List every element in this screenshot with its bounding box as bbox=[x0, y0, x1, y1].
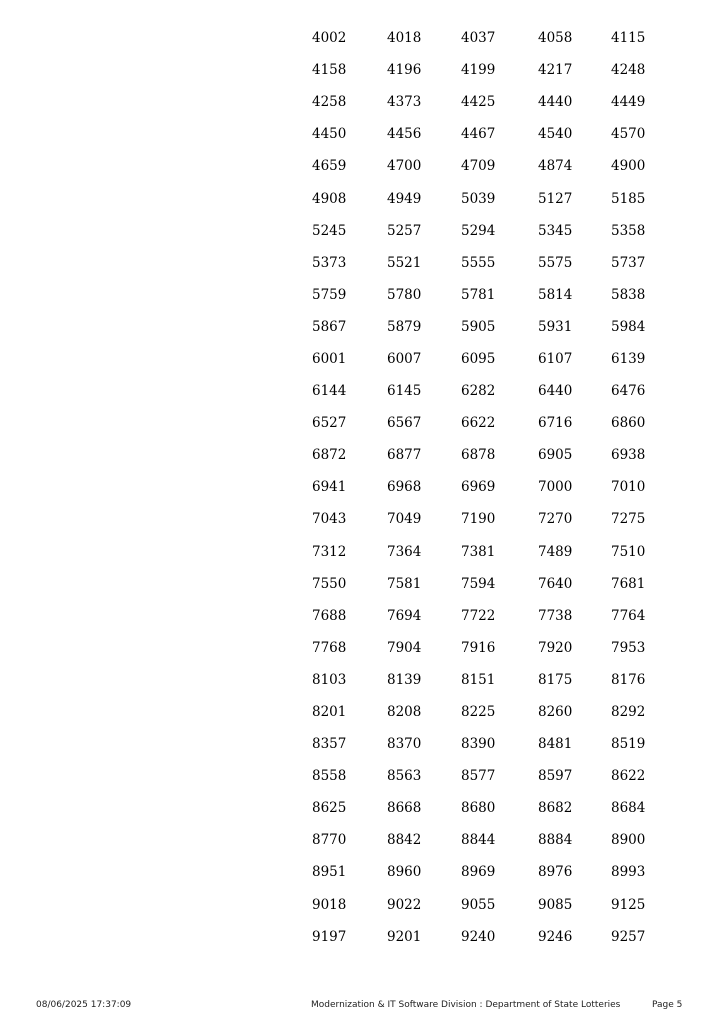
number-cell: 8680 bbox=[461, 800, 496, 817]
number-cell: 7312 bbox=[312, 543, 347, 560]
number-cell: 6938 bbox=[611, 447, 646, 464]
table-row bbox=[300, 696, 671, 728]
number-cell: 9246 bbox=[538, 928, 573, 945]
table-row bbox=[300, 247, 671, 279]
number-cell: 6095 bbox=[461, 350, 496, 367]
number-cell: 6145 bbox=[387, 383, 422, 400]
table-row bbox=[300, 279, 671, 311]
number-cell: 8563 bbox=[387, 768, 422, 785]
number-cell: 7768 bbox=[312, 639, 347, 656]
number-cell: 7764 bbox=[611, 607, 646, 624]
number-cell: 6107 bbox=[538, 350, 573, 367]
number-cell: 4199 bbox=[461, 62, 496, 79]
number-cell: 4949 bbox=[387, 190, 422, 207]
number-cell: 9197 bbox=[312, 928, 347, 945]
number-cell: 6282 bbox=[461, 383, 496, 400]
number-cell: 8390 bbox=[461, 736, 496, 753]
number-cell: 7043 bbox=[312, 511, 347, 528]
number-cell: 7904 bbox=[387, 639, 422, 656]
number-cell: 6969 bbox=[461, 479, 496, 496]
number-cell: 5759 bbox=[312, 286, 347, 303]
number-cell: 4449 bbox=[611, 94, 646, 111]
table-row bbox=[300, 311, 671, 343]
winning-numbers-body bbox=[300, 22, 671, 953]
number-cell: 8842 bbox=[387, 832, 422, 849]
number-cell: 7694 bbox=[387, 607, 422, 624]
table-row bbox=[300, 182, 671, 214]
number-cell: 7688 bbox=[312, 607, 347, 624]
table-row bbox=[300, 600, 671, 632]
number-cell: 4258 bbox=[312, 94, 347, 111]
number-cell: 6878 bbox=[461, 447, 496, 464]
number-cell: 4908 bbox=[312, 190, 347, 207]
number-cell: 5358 bbox=[611, 222, 646, 239]
number-cell: 4900 bbox=[611, 158, 646, 175]
number-cell: 5294 bbox=[461, 222, 496, 239]
number-cell: 5555 bbox=[461, 254, 496, 271]
number-cell: 8625 bbox=[312, 800, 347, 817]
number-cell: 4196 bbox=[387, 62, 422, 79]
number-cell: 4425 bbox=[461, 94, 496, 111]
number-cell: 4540 bbox=[538, 126, 573, 143]
number-cell: 6139 bbox=[611, 350, 646, 367]
number-cell: 4158 bbox=[312, 62, 347, 79]
table-row bbox=[300, 856, 671, 888]
table-row bbox=[300, 215, 671, 247]
number-cell: 5838 bbox=[611, 286, 646, 303]
number-cell: 8682 bbox=[538, 800, 573, 817]
number-cell: 8960 bbox=[387, 864, 422, 881]
number-cell: 9201 bbox=[387, 928, 422, 945]
number-cell: 6872 bbox=[312, 447, 347, 464]
number-cell: 8684 bbox=[611, 800, 646, 817]
number-cell: 8357 bbox=[312, 736, 347, 753]
number-cell: 8370 bbox=[387, 736, 422, 753]
number-cell: 8597 bbox=[538, 768, 573, 785]
table-row bbox=[300, 568, 671, 600]
number-cell: 8225 bbox=[461, 704, 496, 721]
page-footer bbox=[0, 1000, 724, 1014]
table-row bbox=[300, 536, 671, 568]
number-cell: 8993 bbox=[611, 864, 646, 881]
number-cell: 8668 bbox=[387, 800, 422, 817]
number-cell: 7381 bbox=[461, 543, 496, 560]
winning-numbers-table bbox=[300, 22, 671, 953]
number-cell: 7270 bbox=[538, 511, 573, 528]
number-cell: 7000 bbox=[538, 479, 573, 496]
number-cell: 8208 bbox=[387, 704, 422, 721]
footer-page-number: Page 5 bbox=[652, 1000, 683, 1010]
number-cell: 8103 bbox=[312, 671, 347, 688]
number-cell: 7594 bbox=[461, 575, 496, 592]
number-cell: 8481 bbox=[538, 736, 573, 753]
table-row bbox=[300, 792, 671, 824]
number-cell: 5345 bbox=[538, 222, 573, 239]
number-cell: 8976 bbox=[538, 864, 573, 881]
number-cell: 6622 bbox=[461, 415, 496, 432]
table-row bbox=[300, 889, 671, 921]
table-row bbox=[300, 150, 671, 182]
table-row bbox=[300, 471, 671, 503]
number-cell: 6860 bbox=[611, 415, 646, 432]
number-cell: 4440 bbox=[538, 94, 573, 111]
table-row bbox=[300, 22, 671, 54]
number-cell: 4874 bbox=[538, 158, 573, 175]
number-cell: 7550 bbox=[312, 575, 347, 592]
table-row bbox=[300, 824, 671, 856]
number-cell: 5575 bbox=[538, 254, 573, 271]
table-row bbox=[300, 503, 671, 535]
table-row bbox=[300, 921, 671, 953]
number-cell: 8176 bbox=[611, 671, 646, 688]
number-cell: 8577 bbox=[461, 768, 496, 785]
number-cell: 7364 bbox=[387, 543, 422, 560]
number-cell: 8969 bbox=[461, 864, 496, 881]
number-cell: 5737 bbox=[611, 254, 646, 271]
number-cell: 8139 bbox=[387, 671, 422, 688]
number-cell: 9055 bbox=[461, 896, 496, 913]
number-cell: 8622 bbox=[611, 768, 646, 785]
number-cell: 4018 bbox=[387, 30, 422, 47]
number-cell: 4570 bbox=[611, 126, 646, 143]
number-cell: 5905 bbox=[461, 318, 496, 335]
table-row bbox=[300, 407, 671, 439]
number-cell: 9085 bbox=[538, 896, 573, 913]
number-cell: 5984 bbox=[611, 318, 646, 335]
number-cell: 8201 bbox=[312, 704, 347, 721]
number-cell: 5867 bbox=[312, 318, 347, 335]
number-cell: 7049 bbox=[387, 511, 422, 528]
number-cell: 7640 bbox=[538, 575, 573, 592]
number-cell: 8175 bbox=[538, 671, 573, 688]
number-cell: 5185 bbox=[611, 190, 646, 207]
number-cell: 8519 bbox=[611, 736, 646, 753]
table-row bbox=[300, 664, 671, 696]
number-cell: 7010 bbox=[611, 479, 646, 496]
number-cell: 8884 bbox=[538, 832, 573, 849]
number-cell: 6905 bbox=[538, 447, 573, 464]
footer-timestamp: 08/06/2025 17:37:09 bbox=[36, 1000, 132, 1010]
number-cell: 9240 bbox=[461, 928, 496, 945]
number-cell: 5257 bbox=[387, 222, 422, 239]
number-cell: 6007 bbox=[387, 350, 422, 367]
number-cell: 5245 bbox=[312, 222, 347, 239]
number-cell: 8844 bbox=[461, 832, 496, 849]
table-row bbox=[300, 54, 671, 86]
number-cell: 5814 bbox=[538, 286, 573, 303]
number-cell: 4373 bbox=[387, 94, 422, 111]
number-cell: 7722 bbox=[461, 607, 496, 624]
table-row bbox=[300, 375, 671, 407]
number-cell: 4248 bbox=[611, 62, 646, 79]
number-cell: 4217 bbox=[538, 62, 573, 79]
table-row bbox=[300, 728, 671, 760]
table-row bbox=[300, 343, 671, 375]
number-cell: 7581 bbox=[387, 575, 422, 592]
number-cell: 7681 bbox=[611, 575, 646, 592]
number-cell: 7738 bbox=[538, 607, 573, 624]
number-cell: 5521 bbox=[387, 254, 422, 271]
number-cell: 8900 bbox=[611, 832, 646, 849]
number-cell: 6968 bbox=[387, 479, 422, 496]
number-cell: 7953 bbox=[611, 639, 646, 656]
number-cell: 5781 bbox=[461, 286, 496, 303]
number-cell: 4450 bbox=[312, 126, 347, 143]
number-cell: 9022 bbox=[387, 896, 422, 913]
number-cell: 6716 bbox=[538, 415, 573, 432]
number-cell: 8292 bbox=[611, 704, 646, 721]
number-cell: 4709 bbox=[461, 158, 496, 175]
number-cell: 6527 bbox=[312, 415, 347, 432]
number-cell: 4058 bbox=[538, 30, 573, 47]
number-cell: 8151 bbox=[461, 671, 496, 688]
number-cell: 4700 bbox=[387, 158, 422, 175]
number-cell: 5039 bbox=[461, 190, 496, 207]
number-cell: 4115 bbox=[611, 30, 646, 47]
table-row bbox=[300, 118, 671, 150]
table-row bbox=[300, 632, 671, 664]
number-cell: 5931 bbox=[538, 318, 573, 335]
number-cell: 6144 bbox=[312, 383, 347, 400]
number-cell: 7510 bbox=[611, 543, 646, 560]
number-cell: 9018 bbox=[312, 896, 347, 913]
number-cell: 5373 bbox=[312, 254, 347, 271]
number-cell: 6476 bbox=[611, 383, 646, 400]
number-cell: 7275 bbox=[611, 511, 646, 528]
number-cell: 4456 bbox=[387, 126, 422, 143]
number-cell: 4002 bbox=[312, 30, 347, 47]
table-row bbox=[300, 760, 671, 792]
number-cell: 6001 bbox=[312, 350, 347, 367]
number-cell: 9257 bbox=[611, 928, 646, 945]
number-cell: 6877 bbox=[387, 447, 422, 464]
number-cell: 7190 bbox=[461, 511, 496, 528]
number-cell: 6567 bbox=[387, 415, 422, 432]
number-cell: 7489 bbox=[538, 543, 573, 560]
number-cell: 4659 bbox=[312, 158, 347, 175]
number-cell: 5780 bbox=[387, 286, 422, 303]
number-cell: 5127 bbox=[538, 190, 573, 207]
number-cell: 6440 bbox=[538, 383, 573, 400]
table-row bbox=[300, 439, 671, 471]
number-cell: 8770 bbox=[312, 832, 347, 849]
number-cell: 7916 bbox=[461, 639, 496, 656]
number-cell: 4037 bbox=[461, 30, 496, 47]
number-cell: 8558 bbox=[312, 768, 347, 785]
number-cell: 9125 bbox=[611, 896, 646, 913]
table-row bbox=[300, 86, 671, 118]
number-cell: 6941 bbox=[312, 479, 347, 496]
number-cell: 7920 bbox=[538, 639, 573, 656]
number-cell: 8260 bbox=[538, 704, 573, 721]
number-cell: 8951 bbox=[312, 864, 347, 881]
number-cell: 4467 bbox=[461, 126, 496, 143]
footer-organization: Modernization & IT Software Division : Department of State Lotteries bbox=[311, 1000, 621, 1010]
number-cell: 5879 bbox=[387, 318, 422, 335]
